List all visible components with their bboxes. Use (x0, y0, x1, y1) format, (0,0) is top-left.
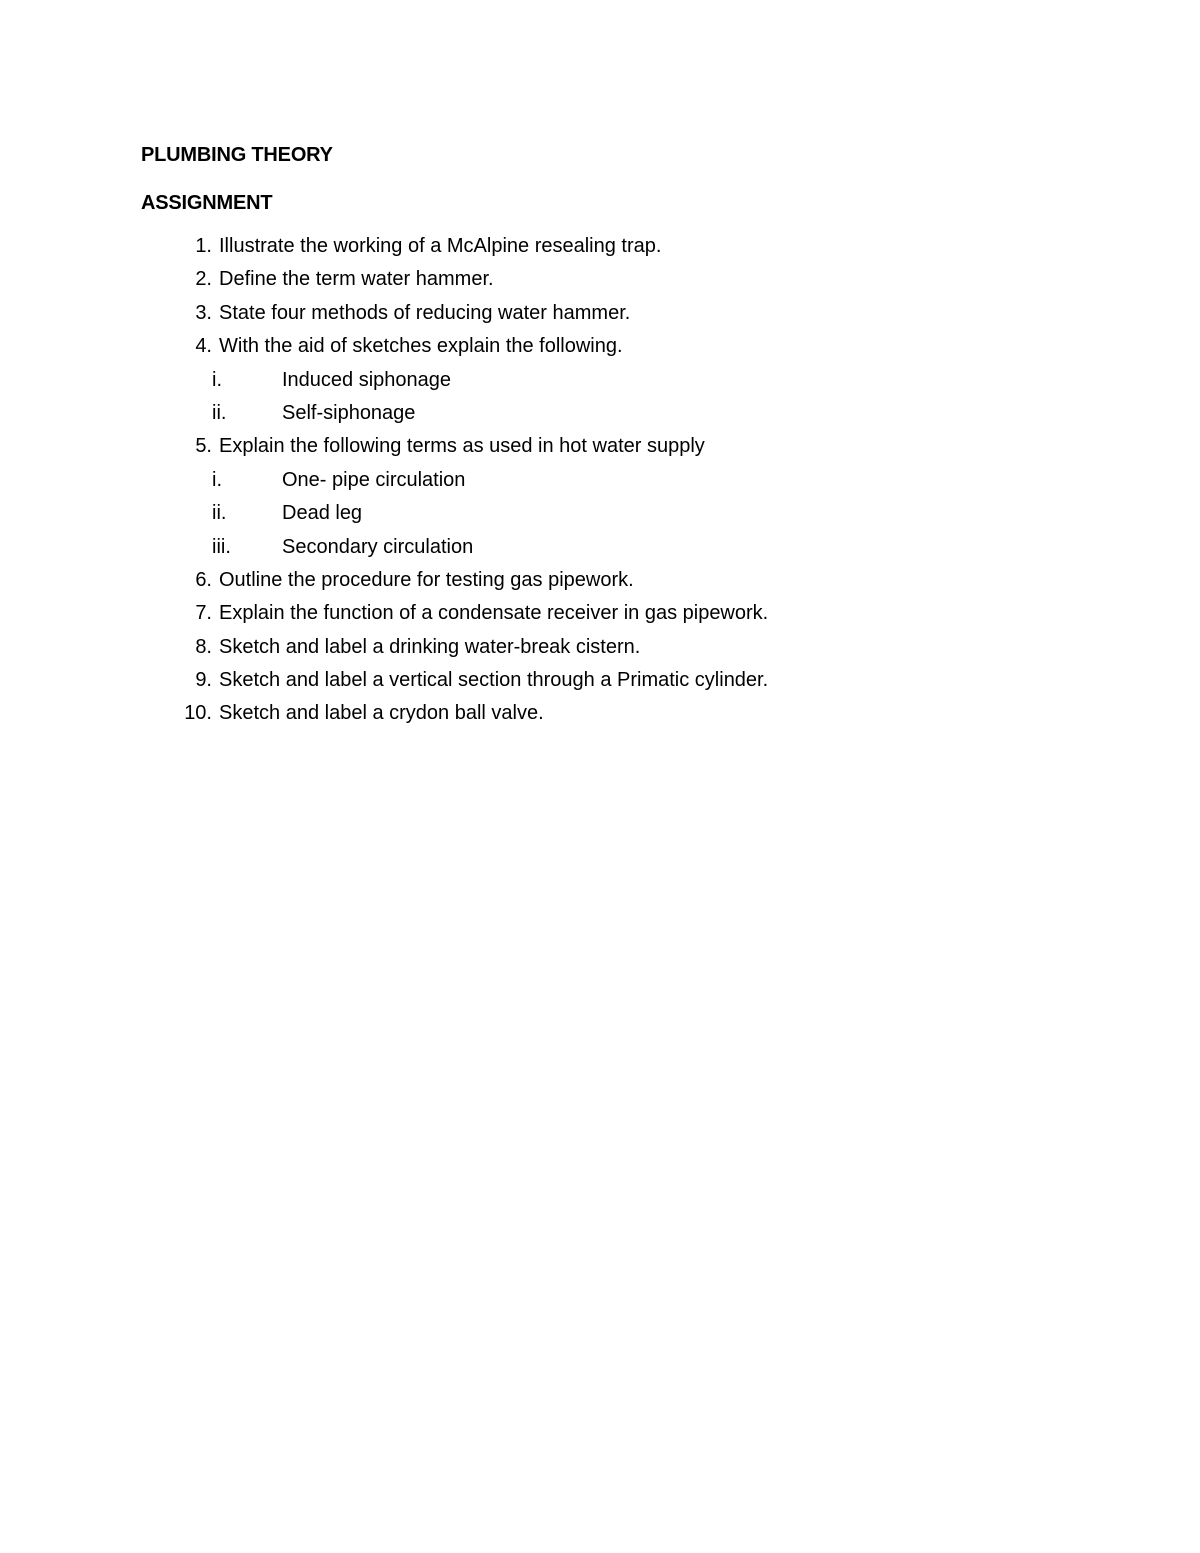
question-item (141, 564, 1041, 597)
subitem (141, 364, 1041, 397)
question-number (141, 697, 212, 730)
question-number (141, 297, 212, 330)
question-number-label: 5. (195, 435, 212, 458)
subitem-number: iii. (212, 535, 231, 558)
question-row (141, 597, 1041, 630)
subitem-number: i. (212, 368, 222, 391)
question-item (141, 697, 1041, 730)
question-item (141, 631, 1041, 664)
question-item (141, 664, 1041, 697)
subitem-text: Self-siphonage (282, 401, 416, 424)
question-number (141, 564, 212, 597)
document-title: PLUMBING THEORY (141, 144, 333, 166)
question-text: State four methods of reducing water hammer. (219, 301, 631, 324)
question-row (141, 297, 1041, 330)
question-item (141, 297, 1041, 330)
question-number (141, 664, 212, 697)
question-number-label: 4. (195, 335, 212, 358)
question-number-label: 9. (195, 669, 212, 692)
question-number-label: 10. (184, 702, 212, 725)
question-text: Sketch and label a crydon ball valve. (219, 702, 544, 725)
question-text: Illustrate the working of a McAlpine resealing trap. (219, 235, 662, 257)
subitem-text: Secondary circulation (282, 535, 474, 558)
question-number (141, 230, 212, 263)
question-row (141, 664, 1041, 697)
question-row (141, 564, 1041, 597)
question-row (141, 230, 1041, 263)
question-number-label: 6. (195, 568, 212, 591)
question-number (141, 330, 212, 363)
document-body (141, 140, 1041, 731)
question-text: Sketch and label a drinking water-break cistern. (219, 635, 641, 658)
subitem (141, 497, 1041, 530)
subitem-number: i. (212, 468, 222, 491)
subitem-list (141, 464, 1041, 564)
question-item (141, 430, 1041, 564)
subitem-number: ii. (212, 401, 227, 424)
question-item (141, 597, 1041, 630)
subitem-text: Induced siphonage (282, 368, 452, 391)
subitem-list (141, 364, 1041, 431)
question-row (141, 330, 1041, 363)
question-number (141, 263, 212, 296)
subitem-number: ii. (212, 502, 227, 525)
question-text: Outline the procedure for testing gas pipework. (219, 568, 634, 591)
subitem (141, 397, 1041, 430)
question-row (141, 263, 1041, 296)
question-number (141, 597, 212, 630)
document-subtitle: ASSIGNMENT (141, 192, 273, 214)
question-text: Define the term water hammer. (219, 268, 494, 291)
subitem-text: Dead leg (282, 502, 363, 525)
question-text: With the aid of sketches explain the following. (219, 335, 623, 358)
subitem (141, 531, 1041, 564)
subitem (141, 464, 1041, 497)
question-number-label: 3. (195, 301, 212, 324)
question-item (141, 330, 1041, 430)
question-text: Sketch and label a vertical section through a Primatic cylinder. (219, 669, 769, 692)
question-text: Explain the following terms as used in hot water supply (219, 435, 705, 458)
question-number-label: 8. (195, 635, 212, 658)
question-item (141, 230, 1041, 263)
question-item (141, 263, 1041, 296)
question-list (141, 230, 1041, 731)
question-row (141, 631, 1041, 664)
question-number (141, 430, 212, 463)
subitem-text: One- pipe circulation (282, 468, 466, 491)
question-row (141, 430, 1041, 463)
question-text: Explain the function of a condensate receiver in gas pipework. (219, 602, 769, 625)
question-number-label: 1. (195, 235, 212, 257)
question-number-label: 7. (195, 602, 212, 625)
question-number-label: 2. (195, 268, 212, 291)
question-number (141, 631, 212, 664)
question-row (141, 697, 1041, 730)
